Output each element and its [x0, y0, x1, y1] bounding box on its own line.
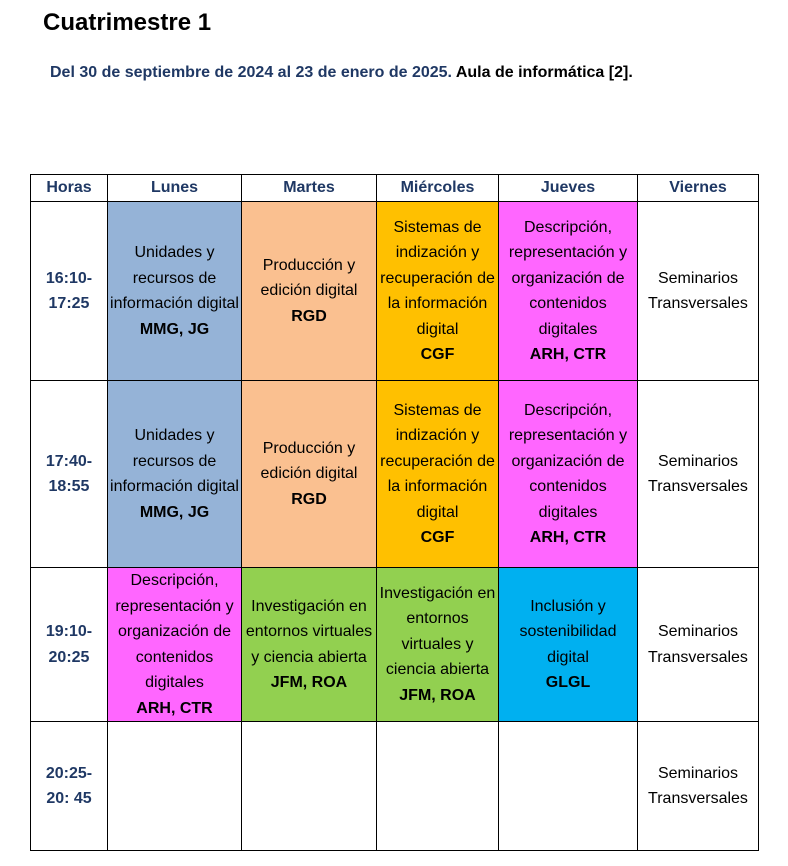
header-lunes: Lunes — [108, 175, 242, 202]
table-row — [31, 381, 759, 568]
course-professors: RGD — [291, 490, 327, 508]
course-name: Seminarios Transversales — [648, 269, 748, 312]
course-name: Inclusión y sostenibilidad digital — [519, 597, 617, 666]
timetable — [30, 174, 759, 851]
header-martes: Martes — [242, 175, 377, 202]
course-professors: ARH, CTR — [529, 346, 607, 363]
course-name: Descripción, representación y organización de contenidos digitales — [508, 218, 628, 338]
course-professors: JFM, ROA — [270, 674, 348, 691]
course-professors: MMG, JG — [139, 320, 210, 338]
page-title: Cuatrimestre 1 — [43, 9, 212, 36]
empty-cell — [108, 722, 242, 851]
header-viernes: Viernes — [638, 175, 759, 202]
classroom: Aula de informática [2]. — [452, 64, 633, 81]
course-name: Unidades y recursos de información digital — [110, 244, 239, 312]
course-cell — [638, 202, 759, 381]
course-name: Sistemas de indización y recuperación de la información digital — [380, 218, 495, 338]
table-row — [31, 722, 759, 851]
course-cell — [499, 381, 638, 568]
course-cell — [377, 568, 499, 722]
empty-cell — [499, 722, 638, 851]
course-name: Investigación en entornos virtuales y ciencia abierta — [379, 584, 496, 679]
table-row — [31, 568, 759, 722]
course-name: Producción y edición digital — [260, 439, 358, 483]
course-professors: CGF — [420, 346, 455, 363]
course-cell — [638, 722, 759, 851]
course-name: Unidades y recursos de información digital — [110, 427, 239, 495]
empty-cell — [242, 722, 377, 851]
course-professors: ARH, CTR — [529, 529, 607, 546]
hour-cell: 16:10- 17:25 — [31, 202, 108, 381]
course-professors: GLGL — [545, 674, 591, 691]
course-name: Seminarios Transversales — [648, 623, 748, 666]
course-professors: RGD — [291, 307, 327, 325]
course-cell — [242, 202, 377, 381]
hour-cell: 20:25- 20: 45 — [31, 722, 108, 851]
header-jueves: Jueves — [499, 175, 638, 202]
course-cell — [108, 568, 242, 722]
course-professors: CGF — [420, 529, 455, 546]
course-cell — [242, 381, 377, 568]
schedule-subtitle — [50, 64, 633, 82]
header-horas: Horas — [31, 175, 108, 202]
date-range: Del 30 de septiembre de 2024 al 23 de enero de 2025. — [50, 64, 452, 81]
hour-cell: 17:40- 18:55 — [31, 381, 108, 568]
header-miercoles: Miércoles — [377, 175, 499, 202]
course-cell — [377, 202, 499, 381]
hour-cell: 19:10- 20:25 — [31, 568, 108, 722]
course-cell — [638, 381, 759, 568]
course-name: Sistemas de indización y recuperación de la información digital — [380, 401, 495, 521]
course-cell — [638, 568, 759, 722]
empty-cell — [377, 722, 499, 851]
course-name: Seminarios Transversales — [648, 764, 748, 807]
course-professors: JFM, ROA — [399, 686, 476, 704]
course-professors: ARH, CTR — [136, 699, 213, 717]
course-name: Producción y edición digital — [260, 256, 358, 300]
header-row — [31, 175, 759, 202]
course-name: Investigación en entornos virtuales y ciencia abierta — [245, 597, 373, 666]
course-cell — [499, 202, 638, 381]
course-name: Descripción, representación y organización de contenidos digitales — [508, 401, 628, 521]
course-cell — [108, 202, 242, 381]
course-cell — [242, 568, 377, 722]
course-cell — [108, 381, 242, 568]
table-row — [31, 202, 759, 381]
course-name: Seminarios Transversales — [648, 452, 748, 495]
course-name: Descripción, representación y organización de contenidos digitales — [115, 572, 234, 691]
course-cell — [377, 381, 499, 568]
course-cell — [499, 568, 638, 722]
course-professors: MMG, JG — [139, 503, 210, 521]
